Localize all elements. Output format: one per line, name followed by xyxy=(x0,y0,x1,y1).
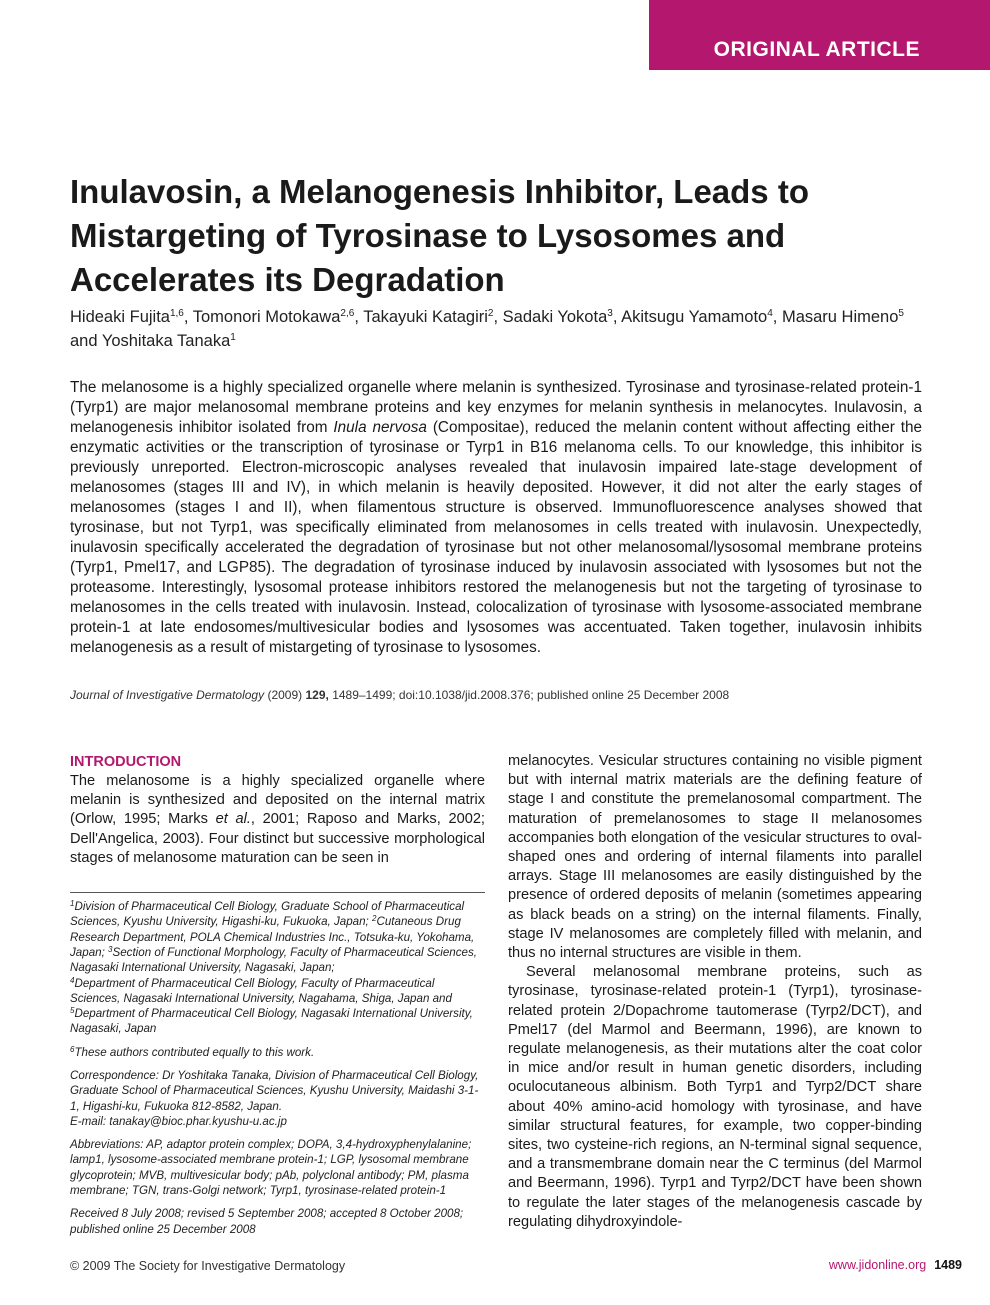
aff-5-num: 5 xyxy=(70,1006,75,1016)
aff-1-num: 1 xyxy=(70,899,75,909)
intro-p1-text-b: , 2001; Raposo and Marks, 2002; Dell'Angelica, 2003). Four distinct but successive morphological stages of melanosome maturation can be seen in xyxy=(70,811,485,866)
equal-num: 6 xyxy=(70,1044,75,1054)
citation-journal: Journal of Investigative Dermatology xyxy=(70,688,265,702)
author-affiliation-mark: 2,6 xyxy=(340,308,355,319)
email-link[interactable]: E-mail: tanakay@bioc.phar.kyushu-u.ac.jp xyxy=(70,1114,287,1128)
abstract-text-part1: The melanosome is a highly specialized organelle where melanin is synthesized. Tyrosinase and tyrosinase-related protein-1 (Tyrp1) are major melanosomal membrane proteins and key enzymes for melanin synthesis in melanocytes. Inulavosin, a melanogenesis inhibitor isolated from xyxy=(70,379,922,436)
author-affiliation-mark: 1,6 xyxy=(169,308,184,319)
author-name: Akitsugu Yamamoto xyxy=(621,308,768,326)
abbreviations-footnote: Abbreviations: AP, adaptor protein complex; DOPA, 3,4-hydroxyphenylalanine; lamp1, lysosome-associated membrane protein-1; LGP, lysosomal membrane glycoprotein; MVB, multivesicular body; pAb, polyclonal antibody; PM, plasma membrane; TGN, trans-Golgi network; Tyrp1, tyrosinase-related protein-1 xyxy=(70,1138,472,1198)
citation-volume: 129, xyxy=(305,688,329,702)
author-separator: , xyxy=(183,308,193,326)
equal-contribution-footnote xyxy=(70,1045,485,1060)
footer-right xyxy=(829,1258,962,1272)
author-affiliation-mark: 2 xyxy=(487,308,494,319)
author-separator: , xyxy=(772,308,782,326)
journal-website-link[interactable]: www.jidonline.org xyxy=(828,1258,927,1272)
received-footnote: Received 8 July 2008; revised 5 September 2008; accepted 8 October 2008; published online 25 December 2008 xyxy=(70,1207,464,1236)
author-affiliation-mark: 5 xyxy=(898,308,904,319)
author-separator: , xyxy=(493,308,503,326)
article-type-banner xyxy=(649,0,990,70)
author-separator: and xyxy=(70,332,102,350)
aff-2-text: Cutaneous Drug Research Department, POLA Chemical Industries Inc., Totsuka-ku, Yokohama, Japan; xyxy=(70,915,475,959)
aff-3-text: Section of Functional Morphology, Faculty of Pharmaceutical Sciences, Nagasaki International University, Nagasaki, Japan; xyxy=(70,945,478,975)
affiliations-footnote xyxy=(70,899,485,1037)
equal-text: These authors contributed equally to this work. xyxy=(74,1045,315,1059)
author-name: Tomonori Motokawa xyxy=(192,308,341,326)
intro-paragraph-1 xyxy=(70,772,485,868)
author-name: Masaru Himeno xyxy=(781,308,899,326)
author-name: Sadaki Yokota xyxy=(502,308,608,326)
page-number: 1489 xyxy=(934,1258,962,1272)
abstract-text-part2: (Compositae), reduced the melanin content without affecting either the enzymatic activities or the transcription of tyrosinase or Tyrp1 in B16 melanoma cells. To our knowledge, this inhibitor is previously unreported. Electron-microscopic analyses revealed that inulavosin impaired late-stage development of melanosomes (stages III and IV), in which melanin is heavily deposited. However, it did not alter the early stages of melanosomes (stages I and II), when filamentous structure is observed. Immunofluorescence analyses showed that tyrosinase, but not Tyrp1, was specifically eliminated from melanosomes in cells treated with inulavosin. Unexpectedly, inulavosin specifically accelerated the degradation of tyrosinase but not other melanosomal/lysosomal membrane proteins (Tyrp1, Pmel17, and LGP85). The degradation of tyrosinase induced by inulavosin associated with lysosomes but not the proteasome. Interestingly, lysosomal protease inhibitors restored the melanogenesis but not the targeting of tyrosinase to melanosomes in the cells treated with inulavosin. Instead, colocalization of tyrosinase with lysosome-associated membrane protein-1 at late endosomes/multivesicular bodies and lysosomes was accentuated. Taken together, inulavosin inhibits melanogenesis as a result of mistargeting of tyrosinase to lysosomes. xyxy=(70,419,922,656)
correspondence-text: Correspondence: Dr Yoshitaka Tanaka, Division of Pharmaceutical Cell Biology, Graduate School of Pharmaceutical Sciences, Kyushu University, Maidashi 3-1-1, Higashi-ku, Fukuoka 812-8582, Japan. xyxy=(70,1068,479,1113)
author-name: Takayuki Katagiri xyxy=(363,308,488,326)
author-list xyxy=(70,305,930,353)
intro-paragraph-2: Several melanosomal membrane proteins, such as tyrosinase, tyrosinase-related protein-1 (Tyrp1), tyrosinase-related protein 2/Dopachrome tautomerase (Tyrp2/DCT), and Pmel17 (del Marmol and Beermann, 1996), are known to regulate melanogenesis, as their mutations alter the coat color in mice and/or result in human genetic disorders, including oculocutaneous albinism. Both Tyrp1 and Tyrp2/DCT share about 40% amino-acid homology with tyrosinase, and have similar structural features, for example, two copper-binding sites, two cysteine-rich regions, an N-terminal signal sequence, and a transmembrane domain near the C terminus (del Marmol and Beermann, 1996). Tyrp1 and Tyrp2/DCT have been shown to regulate the later stages of the melanogenesis cascade by regulating dihydroxyindole- xyxy=(508,964,922,1230)
aff-3-num: 3 xyxy=(108,944,113,954)
right-column xyxy=(508,752,922,1232)
footer-copyright: © 2009 The Society for Investigative Dermatology xyxy=(70,1259,346,1273)
author-name: Hideaki Fujita xyxy=(70,308,170,326)
author-separator: , xyxy=(354,308,364,326)
author-affiliation-mark: 4 xyxy=(767,308,773,319)
author-affiliation-mark: 3 xyxy=(607,308,613,319)
aff-5-text: Department of Pharmaceutical Cell Biology, Nagasaki International University, Nagasaki, Japan xyxy=(70,1007,473,1036)
author-separator: , xyxy=(612,308,622,326)
aff-2-num: 2 xyxy=(372,914,377,924)
intro-p1-etal: et al. xyxy=(215,811,251,828)
author-affiliation-mark: 1 xyxy=(230,332,236,343)
aff-4-num: 4 xyxy=(70,975,75,985)
abstract xyxy=(70,378,922,658)
intro-p1-text-a: The melanosome is a highly specialized organelle where melanin is synthesized and deposited on the internal matrix (Orlow, 1995; Marks xyxy=(70,773,485,828)
article-type-label: ORIGINAL ARTICLE xyxy=(713,38,920,61)
footnotes xyxy=(70,892,485,1237)
aff-4-text: Department of Pharmaceutical Cell Biology, Faculty of Pharmaceutical Sciences, Nagasaki International University, Nagahama, Shiga, Japan and xyxy=(70,976,452,1005)
intro-paragraph-1-continued: melanocytes. Vesicular structures containing no visible pigment but with internal matrix materials are the defining feature of stage I and constitute the premelanosomal compartment. The maturation of premelanosomes to stage II melanosomes accompanies both elongation of the vesicular structures to oval-shaped ones and ordering of internal filaments into parallel arrays. Stage III melanosomes are easily distinguished by the presence of ordered deposits of melanin (sometimes appearing as black beads on a string) on the internal filaments. Finally, stage IV melanosomes are completely filled with melanin, and thus no internal structures are visible in them. xyxy=(508,753,922,962)
author-name: Yoshitaka Tanaka xyxy=(101,332,231,350)
article-title: Inulavosin, a Melanogenesis Inhibitor, Leads to Mistargeting of Tyrosinase to Lysosomes and Accelerates its Degradation xyxy=(70,173,809,298)
introduction-heading: INTRODUCTION xyxy=(70,754,182,770)
left-column xyxy=(70,752,485,1245)
citation-year: (2009) xyxy=(267,688,303,702)
abstract-species-name: Inula nervosa xyxy=(333,419,427,436)
citation-line xyxy=(70,687,930,703)
citation-pages-doi: 1489–1499; doi:10.1038/jid.2008.376; published online 25 December 2008 xyxy=(332,688,730,702)
correspondence-footnote xyxy=(70,1068,485,1129)
aff-1-text: Division of Pharmaceutical Cell Biology, Graduate School of Pharmaceutical Sciences, Kyushu University, Higashi-ku, Fukuoka, Japan; xyxy=(70,900,465,929)
